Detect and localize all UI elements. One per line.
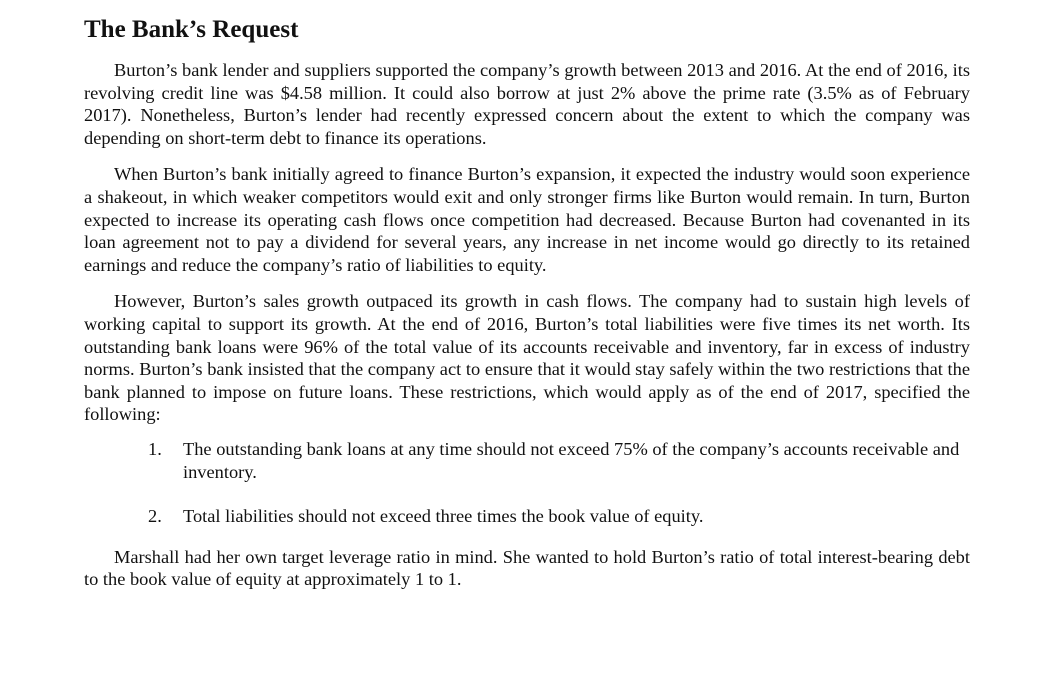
list-number: 2. [148, 506, 162, 527]
paragraph-target-leverage: Marshall had her own target leverage ratio in mind. She wanted to hold Burton’s ratio of total interest-bearing debt to the book value of equity at approximately 1 to 1. [84, 546, 970, 590]
restriction-item [84, 505, 970, 528]
restrictions-list [84, 438, 970, 528]
restriction-text: The outstanding bank loans at any time should not exceed 75% of the company’s accounts receivable and inventory. [183, 438, 960, 482]
section-title: The Bank’s Request [84, 16, 299, 43]
paragraph-sales-growth: However, Burton’s sales growth outpaced its growth in cash flows. The company had to sustain high levels of working capital to support its growth. At the end of 2016, Burton’s total liabilities were five times its net worth. Its outstanding bank loans were 96% of the total value of its accounts receivable and inventory, far in excess of industry norms. Burton’s bank insisted that the company act to ensure that it would stay safely within the two restrictions that the bank planned to impose on future loans. These restrictions, which would apply as of the end of 2017, specified the following: [84, 291, 970, 425]
list-number: 1. [148, 438, 162, 459]
paragraph-bank-expectations: When Burton’s bank initially agreed to finance Burton’s expansion, it expected the industry would soon experience a shakeout, in which weaker competitors would exit and only stronger firms like Burton would remain. In turn, Burton expected to increase its operating cash flows once competition had decreased. Because Burton had covenanted in its loan agreement not to pay a dividend for several years, any increase in net income would go directly to its retained earnings and reduce the company’s ratio of liabilities to equity. [84, 164, 970, 275]
restriction-item [84, 438, 970, 483]
document-page [84, 14, 970, 591]
paragraph-lender-support: Burton’s bank lender and suppliers supported the company’s growth between 2013 and 2016. At the end of 2016, its revolving credit line was $4.58 million. It could also borrow at just 2% above the prime rate (3.5% as of February 2017). Nonetheless, Burton’s lender had recently expressed concern about the extent to which the company was depending on short-term debt to finance its operations. [84, 60, 970, 148]
restriction-text: Total liabilities should not exceed three times the book value of equity. [183, 506, 704, 527]
